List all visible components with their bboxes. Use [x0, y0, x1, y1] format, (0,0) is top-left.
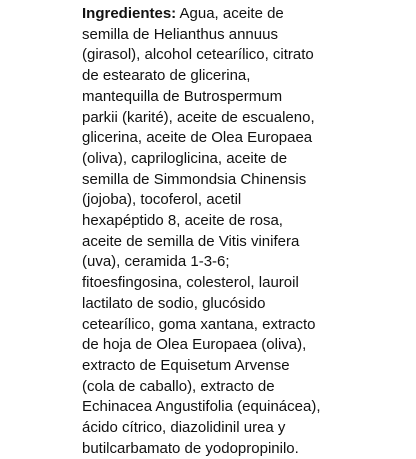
ingredients-line: (cola de caballo), extracto de	[82, 377, 275, 395]
ingredients-line: (girasol), alcohol cetearílico, citrato	[82, 46, 314, 64]
ingredients-line: (uva), ceramida 1-3-6;	[82, 253, 230, 271]
ingredients-line: lactilato de sodio, glucósido	[82, 294, 266, 312]
ingredients-line: aceite de semilla de Vitis vinifera	[82, 232, 300, 250]
ingredients-label	[82, 4, 342, 457]
ingredients-first-line	[82, 4, 342, 25]
ingredients-line: semilla de Helianthus annuus	[82, 25, 278, 43]
ingredients-line: Echinacea Angustifolia (equinácea),	[82, 398, 321, 416]
ingredients-line: extracto de Equisetum Arvense	[82, 356, 290, 374]
ingredients-line: de estearato de glicerina,	[82, 67, 251, 85]
ingredients-line: cetearílico, goma xantana, extracto	[82, 315, 316, 333]
ingredients-heading: Ingredientes:	[82, 5, 177, 22]
ingredients-line: mantequilla de Butrospermum	[82, 87, 283, 105]
ingredients-line: parkii (karité), aceite de escualeno,	[82, 108, 315, 126]
ingredients-line: (jojoba), tocoferol, acetil	[82, 191, 242, 209]
ingredients-line: butilcarbamato de yodopropinilo.	[82, 439, 299, 457]
ingredients-line: ácido cítrico, diazolidinil urea y	[82, 419, 286, 437]
ingredients-line: fitoesfingosina, colesterol, lauroil	[82, 274, 299, 292]
ingredients-line: semilla de Simmondsia Chinensis	[82, 170, 307, 188]
ingredients-line: de hoja de Olea Europaea (oliva),	[82, 336, 307, 354]
ingredients-line: hexapéptido 8, aceite de rosa,	[82, 212, 283, 230]
ingredients-text: Agua, aceite de	[176, 5, 284, 22]
ingredients-line: glicerina, aceite de Olea Europaea	[82, 129, 313, 147]
ingredients-line: (oliva), capriloglicina, aceite de	[82, 149, 288, 167]
